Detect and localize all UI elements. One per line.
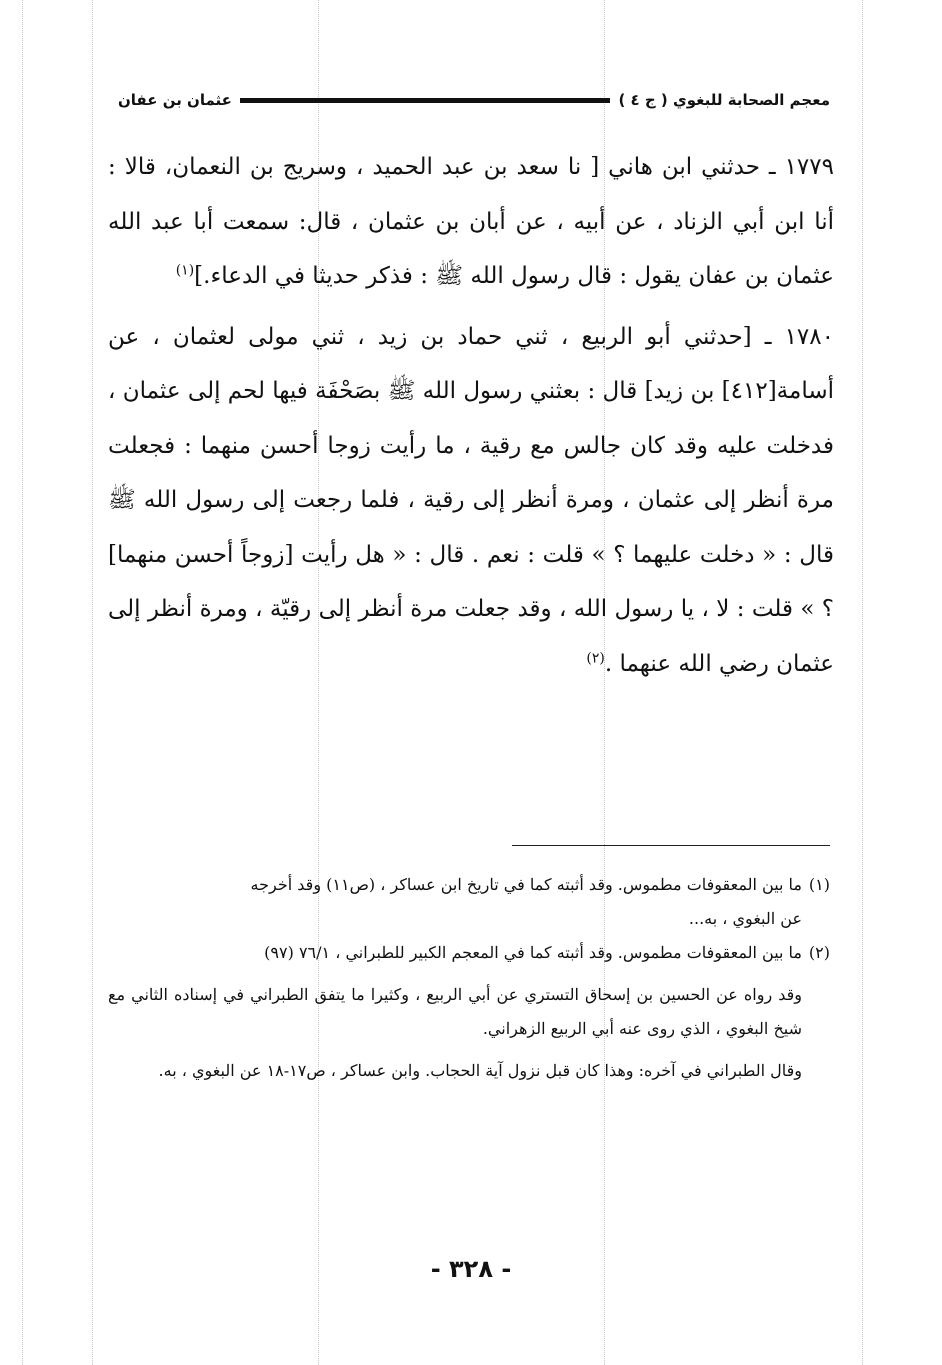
scan-artifact-line xyxy=(92,0,93,1365)
hadith-text: ـ [حدثني أبو الربيع ، ثني حماد بن زيد ، ثني مولى لعثمان ، عن أسامة[٤١٢] بن زيد] قال : بعثني رسول الله ﷺ بصَحْفَة فيها لحم إلى عثمان ، فدخلت عليه وقد كان جالس مع رقية ، ما رأيت زوجا أحسن منهما : فجعلت مرة أنظر إلى عثمان ، ومرة أنظر إلى رقية ، فلما رجعت إلى رسول الله ﷺ قال : « دخلت عليهما ؟ » قلت : نعم . قال : « هل رأيت [زوجاً أحسن منهما] ؟ » قلت : لا ، يا رسول الله ، وقد جعلت مرة أنظر إلى رقيّة ، ومرة أنظر إلى عثمان رضي الله عنهما . xyxy=(108,323,834,677)
running-header xyxy=(118,86,830,114)
header-rule xyxy=(240,98,611,103)
footnote xyxy=(108,936,830,1088)
hadith-paragraph xyxy=(108,310,834,692)
hadith-number: ١٧٧٩ xyxy=(784,154,834,180)
footnote-divider xyxy=(512,845,830,846)
section-title: عثمان بن عفان xyxy=(118,91,232,109)
main-text xyxy=(108,140,834,691)
hadith-number: ١٧٨٠ xyxy=(784,323,834,350)
footnote-text: وقال الطبراني في آخره: وهذا كان قبل نزول آية الحجاب. وابن عساكر ، ص١٧-١٨ عن البغوي ، به. xyxy=(158,1061,802,1080)
footnote-text: ما بين المعقوفات مطموس. وقد أثبته كما في المعجم الكبير للطبراني ، ٧٦/١ (٩٧) xyxy=(264,943,802,962)
page-number: - ٣٢٨ - xyxy=(430,1255,512,1283)
footnote-text: وقد رواه عن الحسين بن إسحاق التستري عن أبي الربيع ، وكثيرا ما يتفق الطبراني في إسناده الثاني مع شيخ البغوي ، الذي روى عنه أبي الربيع الزهراني. xyxy=(108,985,802,1038)
footnote-number: (١) xyxy=(808,875,830,894)
scan-artifact-line xyxy=(22,0,23,1365)
footnote-number: (٢) xyxy=(808,943,830,962)
footnote-ref: (١) xyxy=(175,262,195,279)
footnotes xyxy=(108,868,830,1088)
book-title: معجم الصحابة للبغوي ( ج ٤ ) xyxy=(618,91,830,109)
footnote-text: ما بين المعقوفات مطموس. وقد أثبته كما في تاريخ ابن عساكر ، (ص١١) وقد أخرجه xyxy=(250,875,802,894)
footnote xyxy=(108,868,830,936)
footnote-ref: (٢) xyxy=(586,649,605,666)
scan-artifact-line xyxy=(862,0,863,1365)
hadith-paragraph xyxy=(108,140,834,304)
hadith-text: ـ حدثني ابن هاني [ نا سعد بن عبد الحميد ، وسريج بن النعمان، قالا : أنا ابن أبي الزناد ، عن أبيه ، عن أبان بن عثمان ، قال: سمعت أبا عبد الله عثمان بن عفان يقول : قال رسول الله ﷺ : فذكر حديثا في الدعاء.] xyxy=(108,154,834,289)
footnote-text: عن البغوي ، به... xyxy=(688,909,802,928)
